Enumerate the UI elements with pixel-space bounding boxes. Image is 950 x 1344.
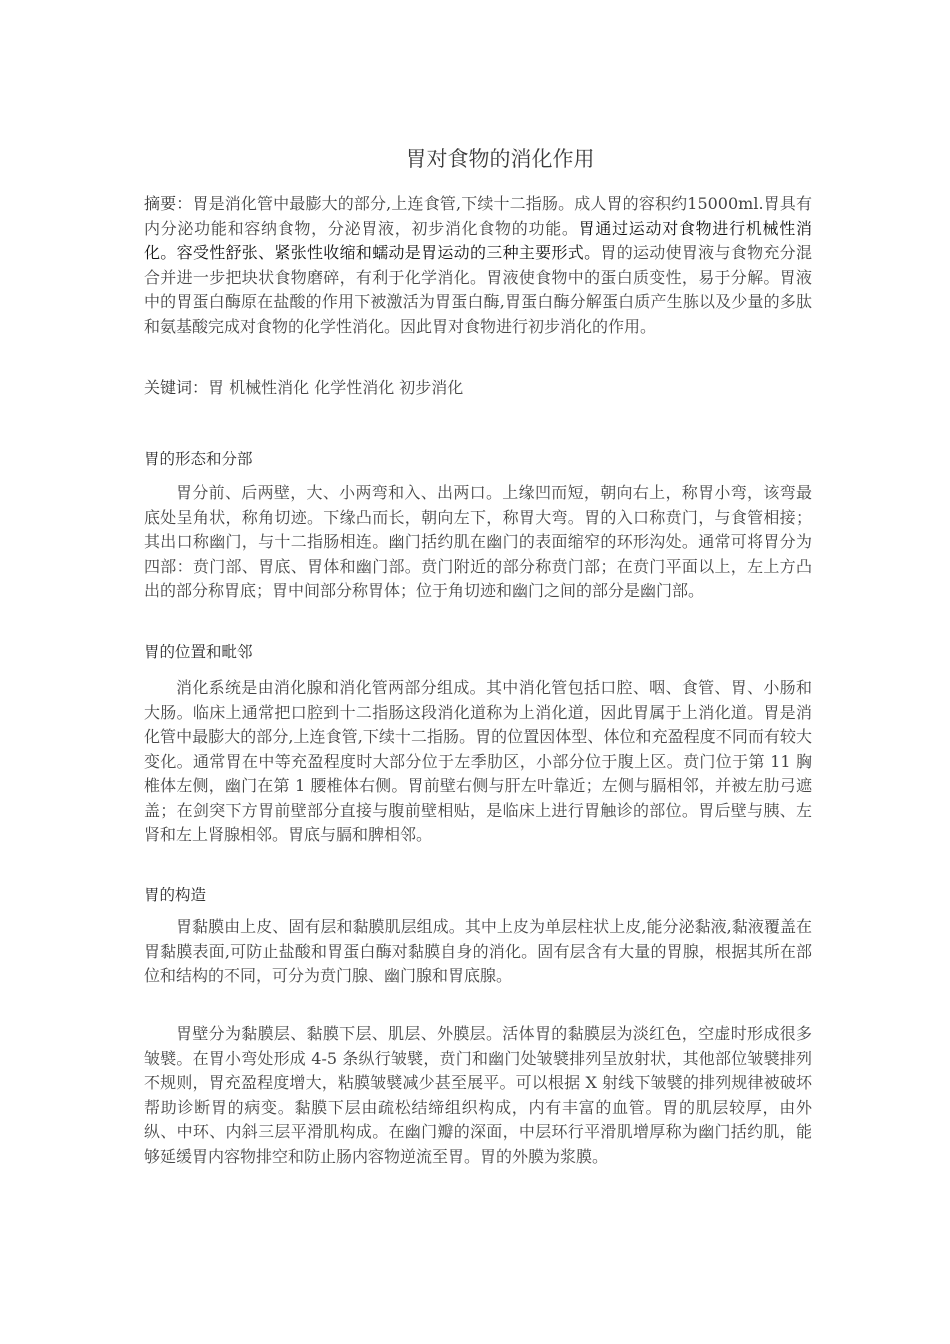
section-paragraph: 胃壁分为黏膜层、黏膜下层、肌层、外膜层。活体胃的黏膜层为淡红色，空虚时形成很多皱襞。在胃小弯处形成 4-5 条纵行皱襞，贲门和幽门处皱襞排列呈放射状，其他部位皱襞排列不规则，胃充盈程度增大，粘膜皱襞减少甚至展平。可以根据 X 射线下皱襞的排列规律被破坏帮助诊断胃的病变。黏膜下层由疏松结缔组织构成，内有丰富的血管。胃的肌层较厚，由外纵、中环、内斜三层平滑肌构成。在幽门瓣的深面，中层环行平滑肌增厚称为幽门括约肌，能够延缓胃内容物排空和防止肠内容物逆流至胃。胃的外膜为浆膜。	[144, 1024, 812, 1166]
section-heading: 胃的位置和毗邻	[144, 643, 253, 661]
keywords-label: 关键词：	[144, 378, 209, 397]
keywords-text: 胃 机械性消化 化学性消化 初步消化	[208, 378, 464, 397]
section-paragraph: 胃分前、后两壁，大、小两弯和入、出两口。上缘凹而短，朝向右上，称胃小弯，该弯最底处呈角状，称角切迹。下缘凸而长，朝向左下，称胃大弯。胃的入口称贲门，与食管相接；其出口称幽门，与十二指肠相连。幽门括约肌在幽门的表面缩窄的环形沟处。通常可将胃分为四部：贲门部、胃底、胃体和幽门部。贲门附近的部分称贲门部；在贲门平面以上，左上方凸出的部分称胃底；胃中间部分称胃体；位于角切迹和幽门之间的部分是幽门部。	[144, 483, 812, 600]
section-paragraph: 消化系统是由消化腺和消化管两部分组成。其中消化管包括口腔、咽、食管、胃、小肠和大肠。临床上通常把口腔到十二指肠这段消化道称为上消化道，因此胃属于上消化道。胃是消化管中最膨大的部分,上连食管,下续十二指肠。胃的位置因体型、体位和充盈程度不同而有较大变化。通常胃在中等充盈程度时大部分位于左季肋区，小部分位于腹上区。贲门位于第 11 胸椎体左侧，幽门在第 1 腰椎体右侧。胃前壁右侧与肝左叶靠近；左侧与膈相邻，并被左肋弓遮盖；在剑突下方胃前壁部分直接与腹前壁相贴，是临床上进行胃触诊的部位。胃后壁与胰、左肾和左上肾腺相邻。胃底与膈和脾相邻。	[144, 678, 812, 844]
abstract-text-part1: 胃是消化管中最膨大的部分,上连食管,下续十二指肠。成人胃的容积约15000ml.胃具有内分泌功能和容纳食物，分泌胃液，初步消化食物的功能。	[144, 194, 812, 238]
section-heading: 胃的构造	[144, 886, 207, 904]
section-paragraph: 胃黏膜由上皮、固有层和黏膜肌层组成。其中上皮为单层柱状上皮,能分泌黏液,黏液覆盖在胃黏膜表面,可防止盐酸和胃蛋白酶对黏膜自身的消化。固有层含有大量的胃腺，根据其所在部位和结构的不同，可分为贲门腺、幽门腺和胃底腺。	[144, 917, 812, 985]
abstract-label: 摘要：	[144, 194, 193, 213]
abstract-text-part2: 胃的运动使胃液与食物充分混合并进一步把块状食物磨碎，有利于化学消化。胃液使食物中的蛋白质变性，易于分解。胃液中的胃蛋白酶原在盐酸的作用下被激活为胃蛋白酶,胃蛋白酶分解蛋白质产生胨以及少量的多肽和氨基酸完成对食物的化学性消化。因此胃对食物进行初步消化的作用。	[144, 243, 812, 336]
abstract	[144, 192, 812, 339]
abstract-text-strong: 胃通过运动对食物进行机械性消化。容受性舒张、紧张性收缩和蠕动是胃运动的三种主要形式。	[144, 218, 812, 262]
keywords	[144, 376, 812, 400]
document-title: 胃对食物的消化作用	[405, 147, 595, 171]
section-heading: 胃的形态和分部	[144, 450, 253, 468]
